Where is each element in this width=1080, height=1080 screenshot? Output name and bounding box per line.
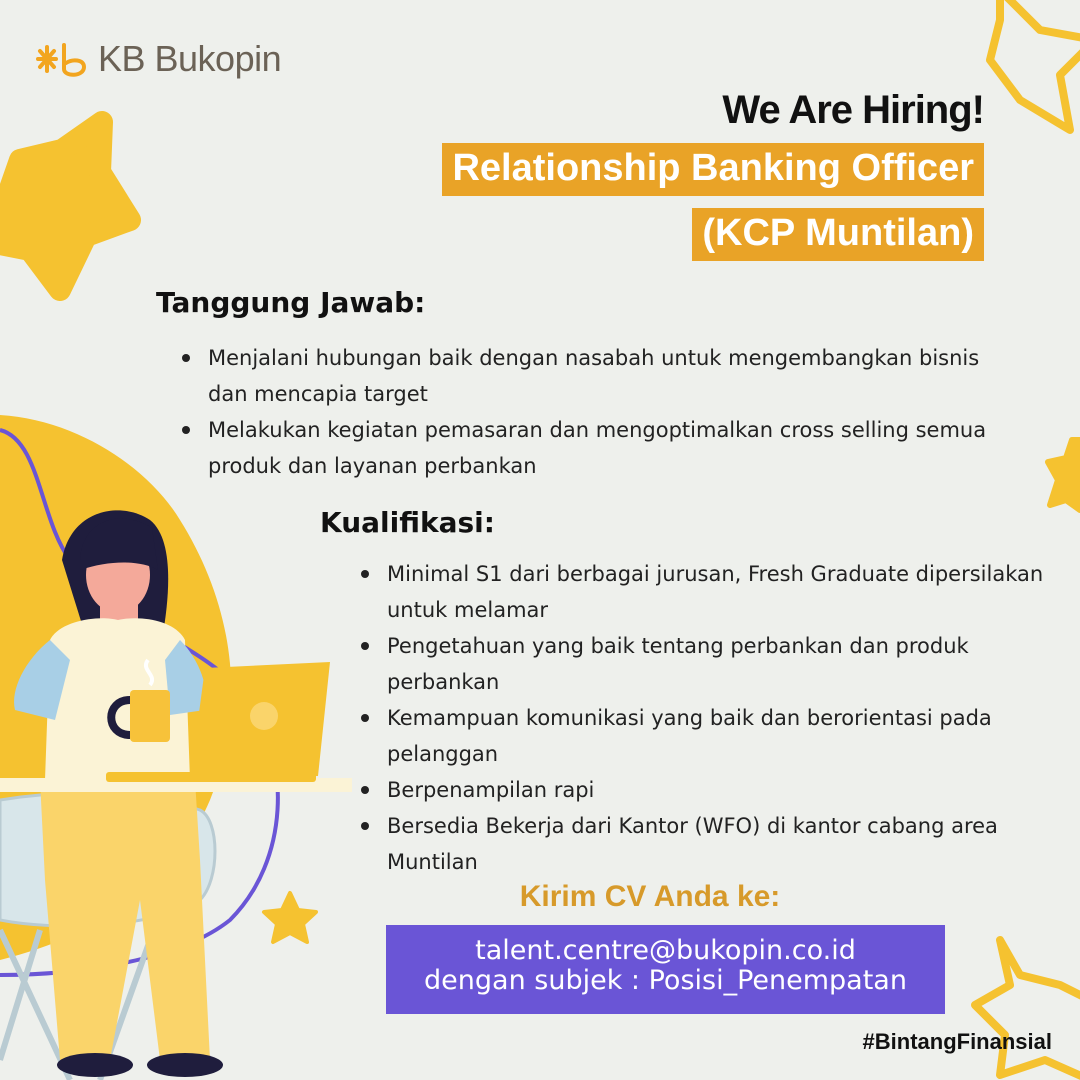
brand-name: KB Bukopin bbox=[98, 38, 282, 79]
list-item: Minimal S1 dari berbagai jurusan, Fresh Graduate dipersilakan untuk melamar bbox=[357, 556, 1057, 628]
star-outline-top-right bbox=[990, 0, 1080, 130]
list-item: Menjalani hubungan baik dengan nasabah untuk mengembangkan bisnis dan mencapia target bbox=[178, 340, 1018, 412]
apply-subject: dengan subjek : Posisi_Penempatan bbox=[424, 965, 907, 996]
star-decoration-right bbox=[1048, 440, 1080, 510]
location-title: (KCP Muntilan) bbox=[692, 208, 984, 261]
star-outline-bottom-right bbox=[975, 940, 1080, 1080]
hashtag: #BintangFinansial bbox=[862, 1029, 1052, 1054]
qualifications-title: Kualifikasi: bbox=[320, 506, 495, 539]
list-item: Melakukan kegiatan pemasaran dan mengoptimalkan cross selling semua produk dan layanan perbankan bbox=[178, 412, 1018, 484]
qualifications-list bbox=[357, 556, 1057, 880]
responsibilities-list bbox=[178, 340, 1018, 484]
brand-logo bbox=[34, 38, 281, 80]
star-decoration-large bbox=[0, 122, 130, 290]
list-item: Bersedia Bekerja dari Kantor (WFO) di kantor cabang area Muntilan bbox=[357, 808, 1057, 880]
list-item: Pengetahuan yang baik tentang perbankan dan produk perbankan bbox=[357, 628, 1057, 700]
hiring-heading: We Are Hiring! bbox=[722, 88, 984, 132]
apply-email[interactable]: talent.centre@bukopin.co.id bbox=[475, 935, 856, 966]
list-item: Kemampuan komunikasi yang baik dan berorientasi pada pelanggan bbox=[357, 700, 1057, 772]
list-item: Berpenampilan rapi bbox=[357, 772, 1057, 808]
responsibilities-title: Tanggung Jawab: bbox=[156, 286, 426, 319]
apply-label: Kirim CV Anda ke: bbox=[519, 880, 781, 913]
apply-box bbox=[386, 925, 945, 1014]
position-title: Relationship Banking Officer bbox=[442, 143, 984, 196]
star-decoration-small bbox=[264, 893, 316, 942]
kb-logo-icon bbox=[34, 39, 90, 79]
